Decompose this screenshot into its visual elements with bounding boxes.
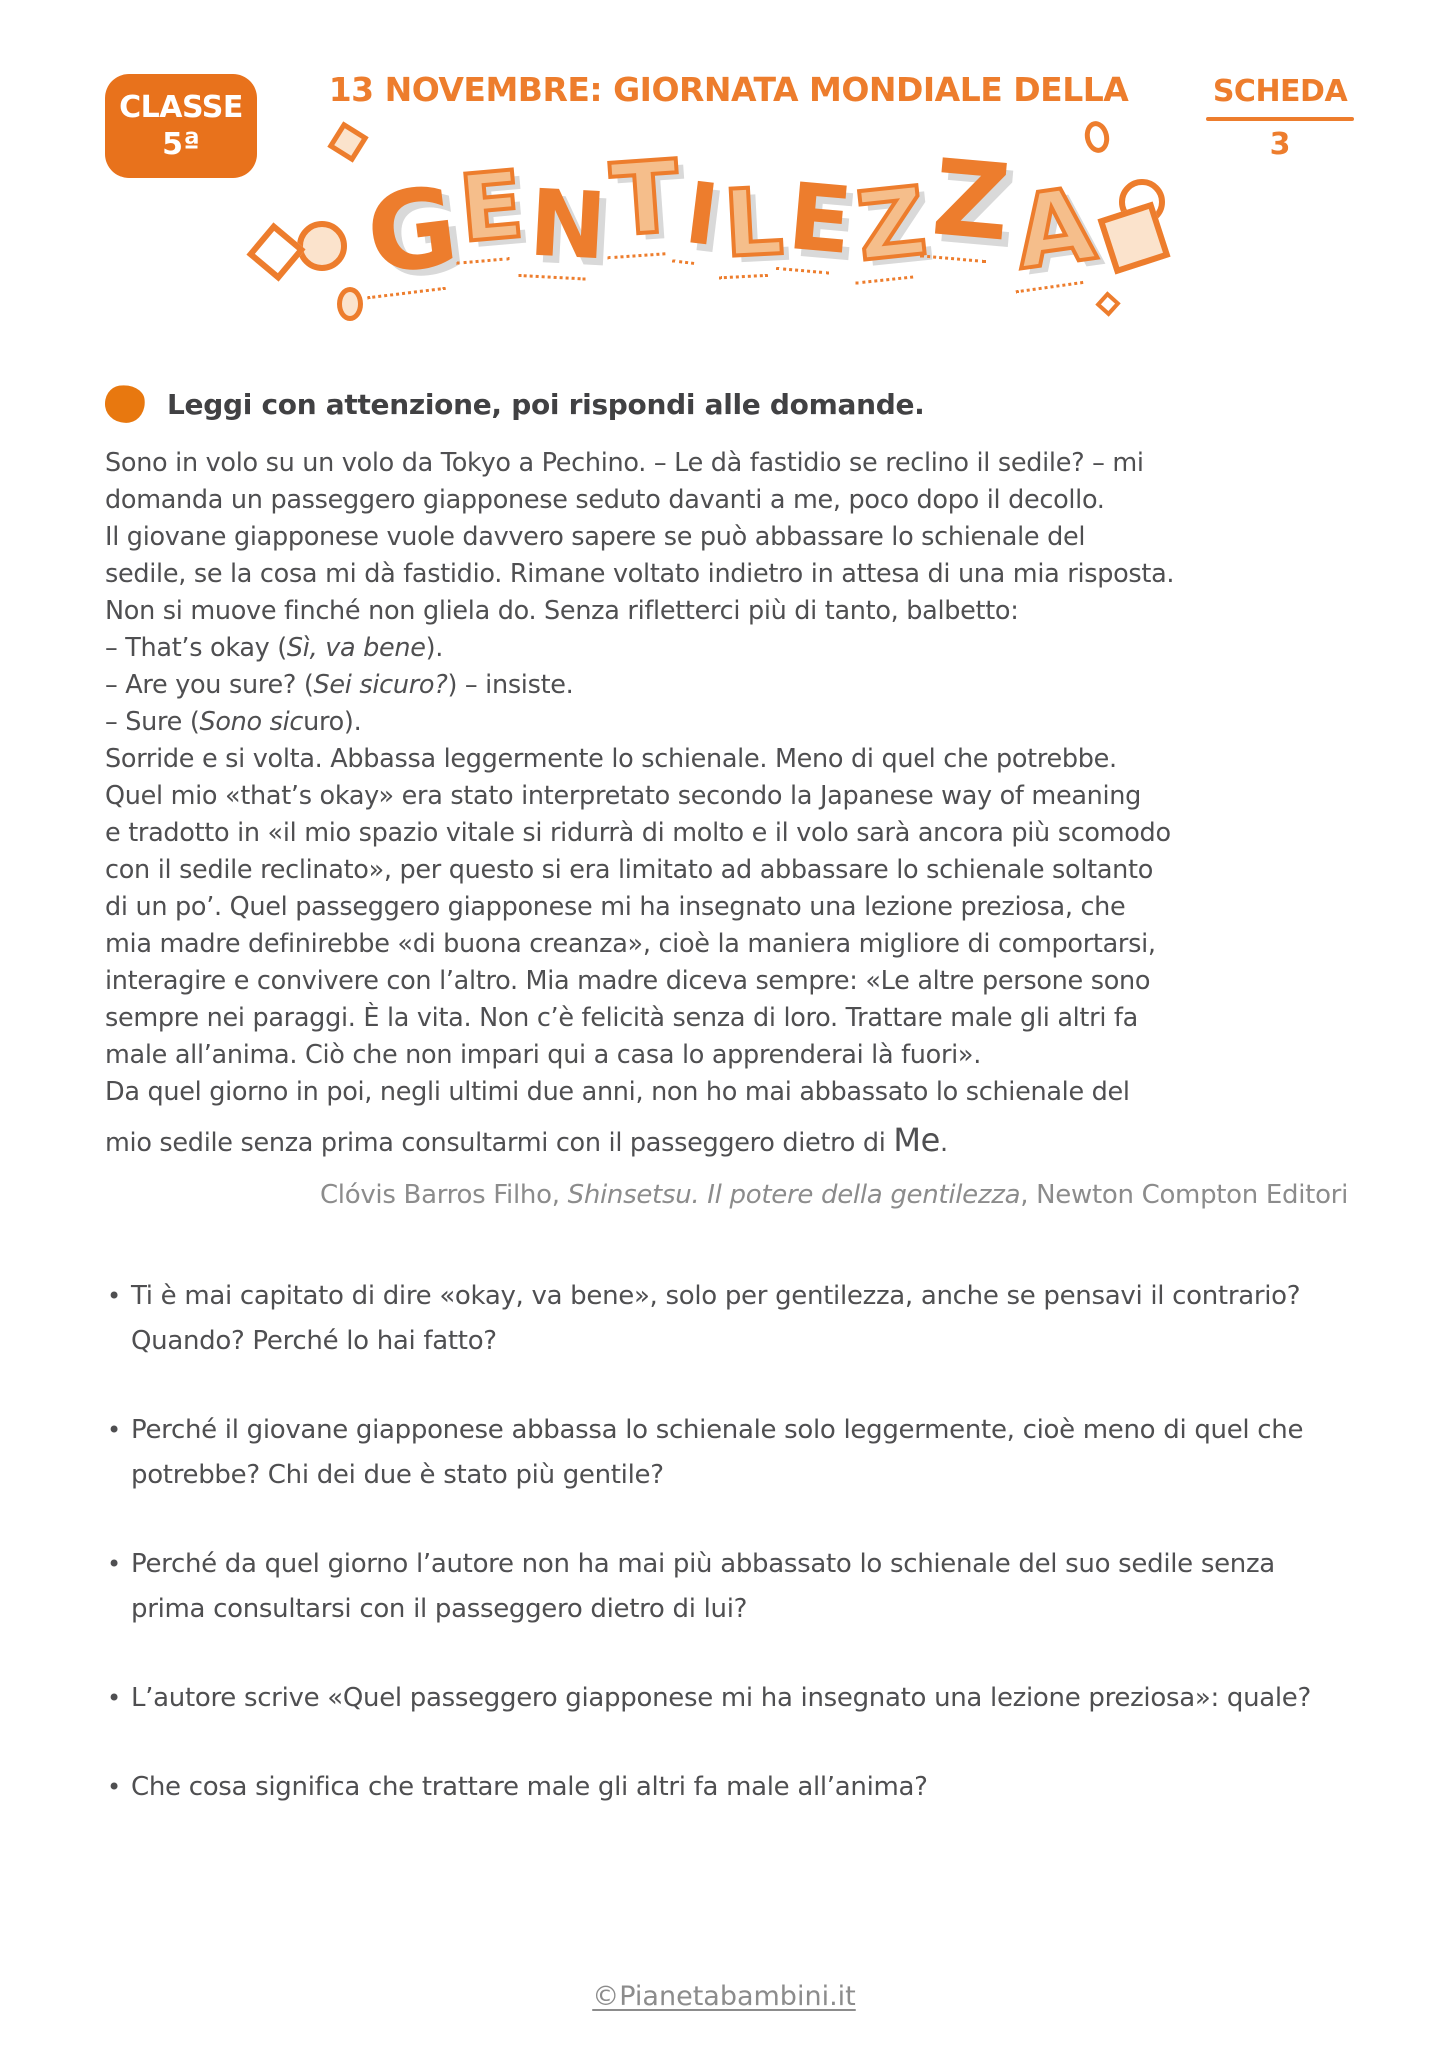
footer bbox=[0, 1981, 1448, 2012]
passage-line bbox=[105, 1037, 1348, 1074]
header-center bbox=[257, 62, 1200, 311]
passage-text: ) – insiste. bbox=[447, 670, 574, 700]
instruction-text: Leggi con attenzione, poi rispondi alle domande. bbox=[167, 387, 925, 421]
passage-line bbox=[105, 741, 1348, 778]
logo-letter: N bbox=[526, 169, 609, 280]
deco-ellipse-icon bbox=[337, 287, 363, 321]
logo-letter: Z bbox=[927, 136, 1015, 265]
logo-letter: E bbox=[783, 162, 856, 275]
logo-letter: Z bbox=[852, 166, 932, 283]
passage-text: – Sure ( bbox=[105, 707, 200, 737]
passage-text: uro). bbox=[303, 707, 362, 737]
logo-letter: L bbox=[721, 167, 786, 278]
passage-text: Sì, va bene bbox=[286, 633, 426, 663]
deco-ellipse-icon bbox=[1081, 119, 1111, 155]
logo-letter: E bbox=[455, 150, 528, 263]
passage-line bbox=[105, 667, 1348, 704]
passage-text: Sono sic bbox=[199, 707, 304, 737]
passage-line bbox=[105, 556, 1348, 593]
passage-line bbox=[105, 889, 1348, 926]
class-badge-label: CLASSE bbox=[119, 90, 243, 125]
scheda-divider bbox=[1206, 117, 1354, 121]
passage-text: domanda un passeggero giapponese seduto davanti a me, poco dopo il decollo. bbox=[105, 485, 1105, 515]
scheda-label: SCHEDA bbox=[1212, 74, 1348, 109]
passage-line bbox=[105, 482, 1348, 519]
passage-text: Me bbox=[893, 1121, 941, 1159]
question-item: • Perché da quel giorno l’autore non ha mai più abbassato lo schienale del suo sedile senza prima consultarsi con il passeggero dietro di lui? bbox=[105, 1542, 1348, 1632]
passage-line bbox=[105, 1000, 1348, 1037]
passage-text: mio sedile senza prima consultarmi con il passeggero dietro di bbox=[105, 1128, 894, 1158]
logo-letter: I bbox=[680, 163, 724, 267]
class-badge bbox=[105, 74, 257, 178]
attribution-author: Clóvis Barros Filho, bbox=[319, 1180, 568, 1210]
passage-line bbox=[105, 1117, 1348, 1166]
instruction-row bbox=[105, 385, 1343, 423]
logo-letter: G bbox=[359, 162, 464, 300]
passage-text: interagire e convivere con l’altro. Mia madre diceva sempre: «Le altre persone sono bbox=[105, 966, 1151, 996]
passage-text: Sono in volo su un volo da Tokyo a Pechino. – Le dà fastidio se reclino il sedile? – mi bbox=[105, 448, 1144, 478]
passage-text: Da quel giorno in poi, negli ultimi due anni, non ho mai abbassato lo schienale del bbox=[105, 1077, 1130, 1107]
deco-diamond-icon bbox=[1095, 291, 1120, 316]
page-title: 13 NOVEMBRE: GIORNATA MONDIALE DELLA bbox=[328, 70, 1129, 109]
question-item: • Ti è mai capitato di dire «okay, va bene», solo per gentilezza, anche se pensavi il contrario? Quando? Perché lo hai fatto? bbox=[105, 1274, 1348, 1364]
deco-diamond-icon bbox=[327, 121, 368, 162]
footer-site-link[interactable]: ©Pianetabambini.it bbox=[592, 1981, 856, 2012]
passage-text: di un po’. Quel passeggero giapponese mi ha insegnato una lezione preziosa, che bbox=[105, 892, 1126, 922]
gentilezza-wordmark bbox=[359, 136, 1102, 300]
passage-line bbox=[105, 926, 1348, 963]
passage-line bbox=[105, 593, 1348, 630]
question-item: • L’autore scrive «Quel passeggero giapponese mi ha insegnato una lezione preziosa»: quale? bbox=[105, 1676, 1348, 1721]
attribution-book-title: Shinsetsu. Il potere della gentilezza bbox=[567, 1180, 1021, 1210]
instruction-blob-icon bbox=[103, 382, 148, 425]
passage-text: Il giovane giapponese vuole davvero sapere se può abbassare lo schienale del bbox=[105, 522, 1086, 552]
reading-passage bbox=[105, 445, 1348, 1166]
passage-text: e tradotto in «il mio spazio vitale si ridurrà di molto e il volo sarà ancora più scomodo bbox=[105, 818, 1171, 848]
passage-text: ). bbox=[425, 633, 444, 663]
passage-line bbox=[105, 778, 1348, 815]
passage-text: sempre nei paraggi. È la vita. Non c’è felicità senza di loro. Trattare male gli altri fa bbox=[105, 1003, 1138, 1033]
attribution-publisher: , Newton Compton Editori bbox=[1020, 1180, 1348, 1210]
deco-circle-icon bbox=[297, 221, 347, 271]
passage-text: . bbox=[940, 1128, 948, 1158]
passage-line bbox=[105, 963, 1348, 1000]
passage-text: Quel mio «that’s okay» era stato interpretato secondo la Japanese way of meaning bbox=[105, 781, 1142, 811]
passage-line bbox=[105, 519, 1348, 556]
passage-text: Sorride e si volta. Abbassa leggermente lo schienale. Meno di quel che potrebbe. bbox=[105, 744, 1117, 774]
passage-line bbox=[105, 630, 1348, 667]
passage-line bbox=[105, 852, 1348, 889]
passage-line bbox=[105, 815, 1348, 852]
passage-text: sedile, se la cosa mi dà fastidio. Rimane voltato indietro in attesa di una mia risposta. bbox=[105, 559, 1175, 589]
passage-text: Sei sicuro? bbox=[313, 670, 448, 700]
passage-text: con il sedile reclinato», per questo si era limitato ad abbassare lo schienale soltanto bbox=[105, 855, 1154, 885]
scheda-box bbox=[1200, 74, 1360, 162]
questions-list bbox=[105, 1274, 1348, 1810]
passage-line bbox=[105, 1074, 1348, 1111]
passage-line bbox=[105, 445, 1348, 482]
passage-line bbox=[105, 704, 1348, 741]
logo-letter: A bbox=[1007, 164, 1102, 293]
passage-text: – Are you sure? ( bbox=[105, 670, 314, 700]
passage-text: male all’anima. Ciò che non impari qui a casa lo apprenderai là fuori». bbox=[105, 1040, 982, 1070]
question-item: • Perché il giovane giapponese abbassa lo schienale solo leggermente, cioè meno di quel che potrebbe? Chi dei due è stato più gentile? bbox=[105, 1408, 1348, 1498]
gentilezza-logo bbox=[289, 123, 1169, 311]
passage-text: mia madre definirebbe «di buona creanza», cioè la maniera migliore di comportarsi, bbox=[105, 929, 1156, 959]
passage-text: – That’s okay ( bbox=[105, 633, 287, 663]
attribution bbox=[105, 1180, 1348, 1210]
class-badge-grade: 5ª bbox=[162, 127, 200, 162]
header bbox=[0, 0, 1448, 311]
scheda-number: 3 bbox=[1269, 127, 1291, 162]
deco-diamond-icon bbox=[246, 222, 305, 281]
question-item: • Che cosa significa che trattare male gli altri fa male all’anima? bbox=[105, 1765, 1348, 1810]
logo-letter: T bbox=[607, 139, 683, 259]
passage-text: Non si muove finché non gliela do. Senza rifletterci più di tanto, balbetto: bbox=[105, 596, 1019, 626]
